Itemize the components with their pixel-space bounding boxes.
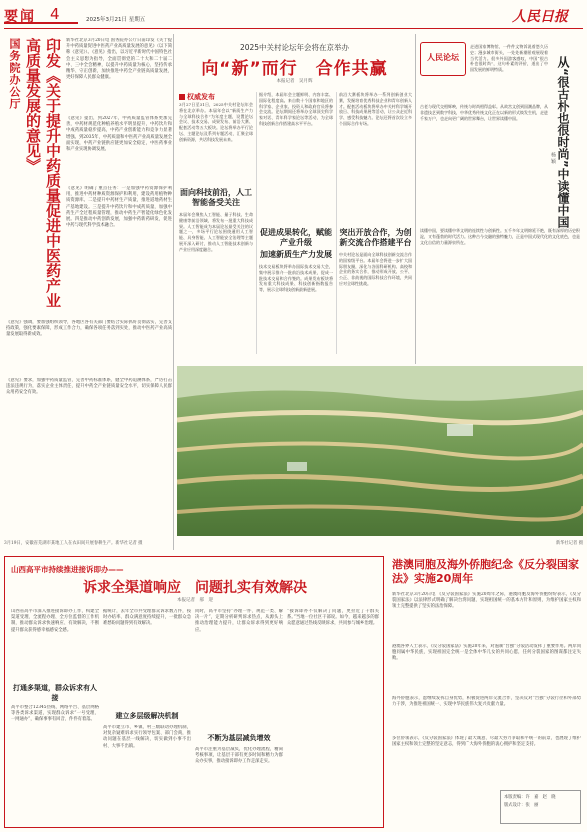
right-column: [418, 34, 583, 364]
left-paragraph-3: 《意见》明确了重点任务：一是加强中药资源保护利用，推进中药材种质资源保护和利用，建设药用植物种质资源库。二是提升中药材生产质量，推进道地药材生产基地建设。三是提升中药饮片和中成药质量，加强中药生产全过程质量管理，推动中药生产智能化绿色化发展。四是推动中药创新发展，加强中药新药研发，促进中药与现代科学技术融合。: [66, 186, 172, 229]
bl-subhead-3: 不断为基层减负增效: [207, 734, 271, 742]
left-headline: 印发《关于提升中药质量促进中医药产业高质量发展的意见》: [24, 38, 62, 308]
bl-subhead-2: 建立多层级解决机制: [115, 712, 179, 720]
photo-caption: 3月19日，安徽省芜湖市某地工人在农田间开展春耕生产。新华社记者 摄: [4, 541, 143, 546]
photo-credit: 新华社记者 摄: [555, 541, 583, 546]
bl-paragraph-5: 同时，高平市坚持“办理一件、规范一类、解决一片”，定期分析研判诉求热点，从源头上推动治理能力提升，让群众诉求得到更好响应。: [195, 609, 283, 633]
editor-line-1: 本版责编：许 嘉 赵 晓: [504, 795, 556, 800]
center-subhead-3: 加速新质生产力发展: [260, 250, 332, 259]
center-byline: 本报记者 吴月辉: [276, 79, 313, 84]
farmland-photo: [177, 366, 583, 536]
left-paragraph-5: 《意见》要求，加强中药质量监管，完善中药标准体系，健全中药追溯体系，严厉打击违法违规行为，落实企业主体责任，提升中药全产业链质量安全水平，切实保障人民群众用药安全有效。: [6, 378, 172, 396]
section-label: 要闻 4: [4, 6, 78, 24]
center-headline: 向“新”而行 合作共赢: [201, 59, 388, 79]
center-subhead-1: 面向科技前沿，人工智能备受关注: [180, 188, 252, 207]
editor-box: [500, 790, 581, 824]
forum-paragraph-1: 走进国家博物馆，一件件文物诉说着悠久历史；漫步城市街头，一处处新潮景观展现着当代活力。很多外国游客感叹，中国“很古朴也很时尚”，这句朴素的评价，道出了中国发展的鲜明特质。: [470, 44, 548, 73]
bl-paragraph-3: 据统计，去年全市共受理群众诉求数万件，按时办结率、群众满意度持续提升，一批群众急难愁盼问题得到有效解决。: [103, 609, 191, 627]
farmland-illustration: [177, 366, 583, 536]
center-subhead-4: 突出开放合作，为创新交流合作搭建平台: [339, 228, 412, 247]
forum-paragraph-3: 读懂中国，要读懂中华文明的连续性与创新性。五千多年文明绵延不绝，既有深厚的历史积淀，又有蓬勃的时代活力。这种古今交融的独特魅力，正是中国式现代化的文化底色，也是文化自信的力量源泉所在。: [420, 228, 580, 245]
center-subhead-2: 促进成果转化，赋能产业升级: [260, 228, 332, 247]
br-paragraph-4: 多位侨领表示，《反分裂国家法》体现了最大诚意、尽最大努力争取和平统一的前景，也展现了维护国家主权和领土完整的坚定意志，得到广大海外侨胞的衷心拥护和坚定支持。: [392, 736, 581, 748]
bl-subhead-1: 打通多渠道，群众诉求有人接: [13, 684, 97, 702]
center-kicker: 2025中关村论坛年会将在京举办: [239, 43, 350, 52]
center-col3-paragraph-1: 前沿大赛板块将举办一系列创新创业大赛，发掘培育优秀科技企业和青年创新人才。配套活动板块将举办中关村科学城开放日、科技成果展等活动，让公众走近科学、感受科技魅力。论坛还将首次设立多个国际合作专场。: [339, 92, 412, 126]
flag-icon: [179, 94, 185, 100]
forum-badge: [420, 42, 466, 76]
bl-paragraph-1: 山西省高平市深入推进接诉即办工作，构建全渠道受理、全流程办理、全方位监督的工作机制，推动群众诉求快速响应、有效解决，不断提升群众获得感幸福感安全感。: [11, 609, 99, 633]
column-divider-left: [173, 34, 174, 550]
bl-paragraph-4: 高平市建立市、乡镇、村三级联动办理机制，对复杂疑难诉求实行领导包案、部门会商，推动问题在基层一线解决，切实做到小事不出村、大事不出镇。: [103, 725, 191, 749]
forum-author: 杨 颖: [550, 152, 556, 164]
bottom-right-article: [390, 556, 583, 828]
center-article: [177, 34, 412, 364]
left-paragraph-4: 《意见》强调，要加强组织领导，各地区各有关部门要结合实际抓好贯彻落实，完善支持政策，强化要素保障，形成工作合力，确保各项任务落到实处，推动中医药产业高质量发展取得新成效。: [6, 320, 172, 338]
forum-badge-text: 人民论坛: [427, 53, 459, 62]
bl-paragraph-6: 高平市注重为基层减负，优化办理流程，精简考核事项，让基层干部有更多时间和精力为群众办实事，推动接诉即办工作走深走实。: [195, 747, 283, 765]
center-col1-paragraph-1: 3月27日至31日，2025中关村论坛年会将在北京举办。本届年会以“新质生产力与全球科技合作”为年度主题，设置论坛会议、技术交易、成果发布、前沿大赛、配套活动等五大板块。论坛将举办平行论坛、主题论坛及系列专题活动，汇聚全球创新资源，共话科技发展未来。: [179, 102, 253, 142]
intro-label: 权威发布: [179, 92, 215, 102]
bottom-left-article: [4, 556, 384, 828]
masthead-rule: [4, 28, 583, 29]
center-col2-paragraph-2: 技术交易板块将举办国际技术交易大会，集中展示推介一批前沿技术成果，促成一批技术交易和合作签约。成果发布板块将发布重大科技成果、科技创新指数报告等，展示全球科技创新最新进展。: [259, 264, 333, 293]
center-col1-paragraph-2: 本届年会聚焦人工智能、量子科技、生命健康等前沿领域，将发布一批重大科技成果。人工智能成为本届论坛最受关注的议题之一，多场平行论坛围绕通用人工智能、具身智能、人工智能安全治理等主题展开深入研讨，推动人工智能技术创新与产业应用深度融合。: [179, 212, 253, 252]
bottom-left-byline: 本报记者 郝 迎: [177, 598, 213, 603]
left-paragraph-1: 新华社北京3月20日电 国务院办公厅日前印发《关于提升中药质量促进中医药产业高质量发展的意见》（以下简称《意见》）。《意见》指出，以习近平新时代中国特色社会主义思想为指导，全面贯彻党的二十大和二十届二中、三中全会精神，以提升中药质量为核心，坚持传承精华、守正创新，加快推进中药全产业链高质量发展，更好保障人民群众健康。: [66, 38, 172, 81]
dept-label: 国务院办公厅: [8, 38, 21, 110]
bottom-right-headline: 港澳同胞及海外侨胞纪念《反分裂国家法》实施20周年: [392, 558, 579, 585]
br-paragraph-1: 新华社北京3月20日电 《反分裂国家法》实施20周年之际，港澳同胞及海外侨胞纷纷表示，《反分裂国家法》以法律形式明确了解决台湾问题、实现祖国统一的基本方针和原则，为维护国家主权和领土完整提供了坚实的法治保障。: [392, 592, 581, 610]
bl-paragraph-7: “接诉即办不仅解决了问题，更拉近了干群关系。”当地一位社区干部说。如今，越来越多的群众愿意通过热线反映诉求，共同参与城乡治理。: [287, 609, 379, 627]
center-col2-paragraph-1: 据介绍，本届年会主题鲜明、内容丰富、国际化程度高。来自数十个国家和地区的科学家、企业家、投资人和政府官员将参会交流。论坛期间还将举办全球顶尖科学家对话、青年科学家论坛等活动，为全球科技创新合作搭建高水平平台。: [259, 92, 333, 126]
editor-line-2: 版式设计：张 丽: [504, 803, 539, 808]
left-paragraph-2: 《意见》提出，到2027年，中药质量监管体系更加完善，中药材规范化种植养殖水平明显提升，中药饮片和中成药质量稳步提高，中药产业创新能力和竞争力显著增强。到2035年，中药质量和中医药产业高质量发展全面实现，中药产业链供应链更加安全稳定，中医药事业和产业实现协调发展。: [66, 116, 172, 153]
series-label: 山西高平市持续推进接诉即办——: [11, 565, 124, 574]
bl-paragraph-2: 高平市整合12345热线、网络平台、基层网格等各类诉求渠道，实现群众诉求“一号受理、一网通办”，确保事事有回音、件件有着落。: [11, 705, 99, 723]
center-col3-paragraph-2: 中关村论坛是面向全球科技创新交流合作的国家级平台。本届年会将进一步扩大国际朋友圈，深化与各国科研机构、高校和企业的务实合作，推动形成开放、公平、公正、非歧视的国际科技合作环境，共同应对全球性挑战。: [339, 252, 412, 286]
forum-headline: 从“很古朴也很时尚”中读懂中国: [556, 56, 570, 228]
forum-paragraph-2: 古老与现代交相辉映，传统与时尚相得益彰。从故宫文创到国潮品牌，从非遗技艺到数字科技，中华优秀传统文化正在以新的形式焕发生机，走进千家万户，也走向更广阔的世界舞台，让世界读懂中国。: [420, 104, 548, 121]
left-article: [4, 34, 173, 538]
column-divider-right: [415, 34, 416, 364]
masthead: [0, 0, 587, 30]
page-number: 4: [50, 5, 60, 23]
bottom-left-headline: 诉求全渠道响应 问题扎实有效解决: [83, 580, 307, 596]
issue-date: 2025年3月21日 星期五: [86, 17, 146, 23]
newspaper-logo: 人民日报: [512, 9, 568, 25]
br-paragraph-3: 海外侨胞表示，愿继续发挥自身优势，积极促进两岸交流合作，坚决反对“台独”分裂行径和外部势力干涉，为推进祖国统一、实现中华民族伟大复兴贡献力量。: [392, 696, 581, 708]
br-paragraph-2: 港澳各界人士表示，《反分裂国家法》实施20年来，对遏制“台独”分裂活动发挥了重要作用。两岸同胞同属中华民族，实现祖国完全统一是全体中华儿女的共同心愿，任何分裂国家的图谋都注定失败。: [392, 644, 581, 662]
